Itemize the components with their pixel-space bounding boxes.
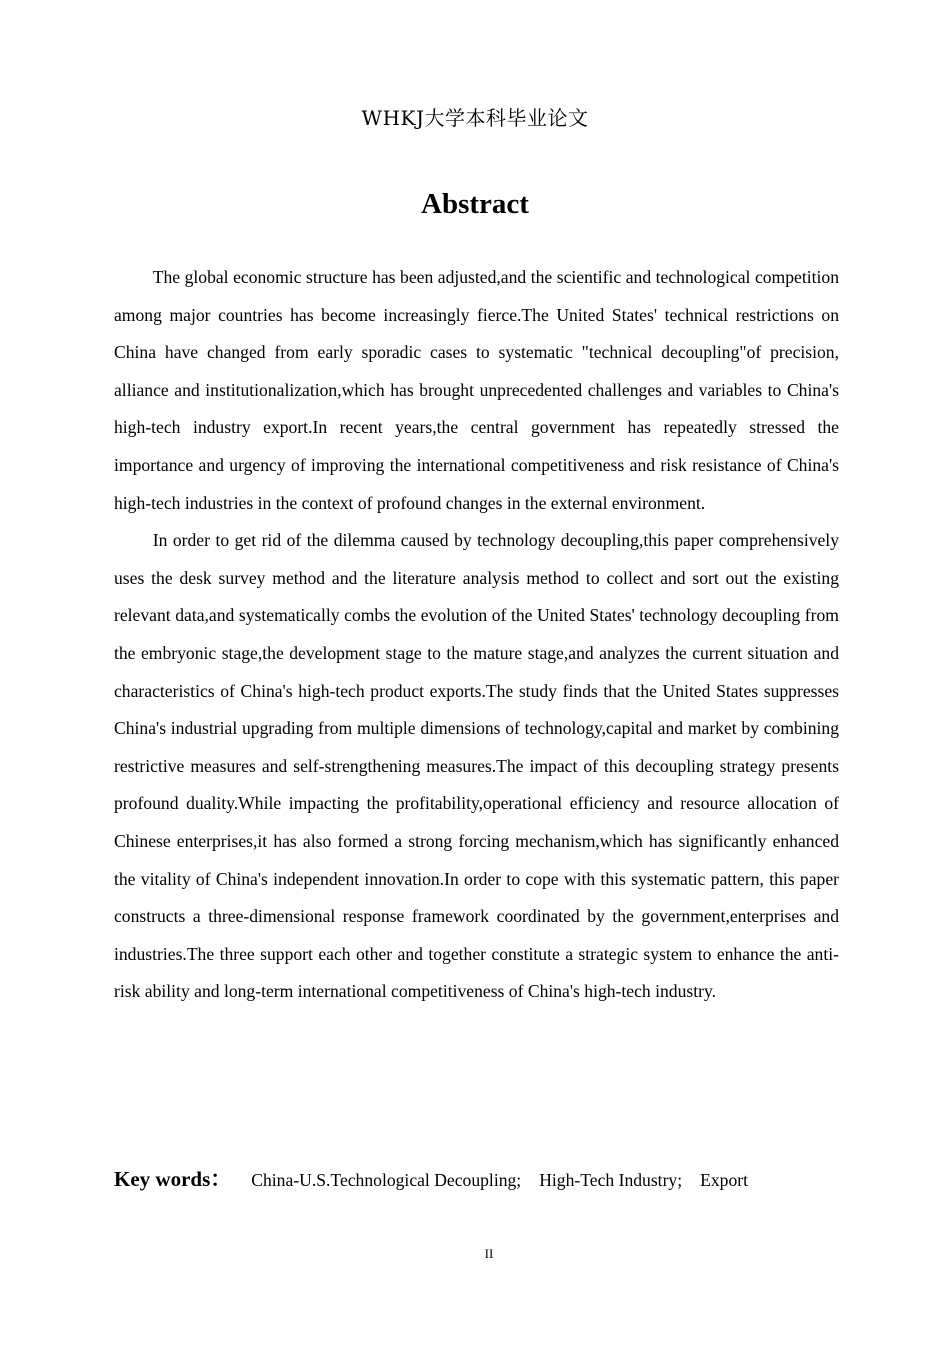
- abstract-title: Abstract: [421, 188, 529, 220]
- keywords-line: [114, 1162, 839, 1197]
- keyword-item: High-Tech Industry;: [539, 1170, 683, 1190]
- abstract-body: [114, 259, 839, 1011]
- keyword-item: Export: [700, 1170, 748, 1190]
- keyword-item: China-U.S.Technological Decoupling;: [251, 1170, 522, 1190]
- page-number: II: [484, 1246, 494, 1261]
- abstract-paragraph-2: In order to get rid of the dilemma caused by technology decoupling,this paper comprehensively uses the desk survey method and the literature analysis method to collect and sort out the existing relevant data,and systematically combs the evolution of the United States' technology decoupling from the embryonic stage,the development stage to the mature stage,and analyzes the current situation and characteristics of China's high-tech product exports.The study finds that the United States suppresses China's industrial upgrading from multiple dimensions of technology,capital and market by combining restrictive measures and self-strengthening measures.The impact of this decoupling strategy presents profound duality.While impacting the profitability,operational efficiency and resource allocation of Chinese enterprises,it has also formed a strong forcing mechanism,which has significantly enhanced the vitality of China's independent innovation.In order to cope with this systematic pattern, this paper constructs a three-dimensional response framework coordinated by the government,enterprises and industries.The three support each other and together constitute a strategic system to enhance the anti-risk ability and long-term international competitiveness of China's high-tech industry.: [114, 530, 839, 1002]
- running-header: WHKJ大学本科毕业论文: [361, 106, 589, 130]
- keywords-label: Key words：: [114, 1167, 232, 1191]
- abstract-paragraph-1: The global economic structure has been adjusted,and the scientific and technological competition among major countries has become increasingly fierce.The United States' technical restrictions on China have changed from early sporadic cases to systematic "technical decoupling"of precision, alliance and institutionalization,which has brought unprecedented challenges and variables to China's high-tech industry export.In recent years,the central government has repeatedly stressed the importance and urgency of improving the international competitiveness and risk resistance of China's high-tech industries in the context of profound changes in the external environment.: [114, 267, 839, 513]
